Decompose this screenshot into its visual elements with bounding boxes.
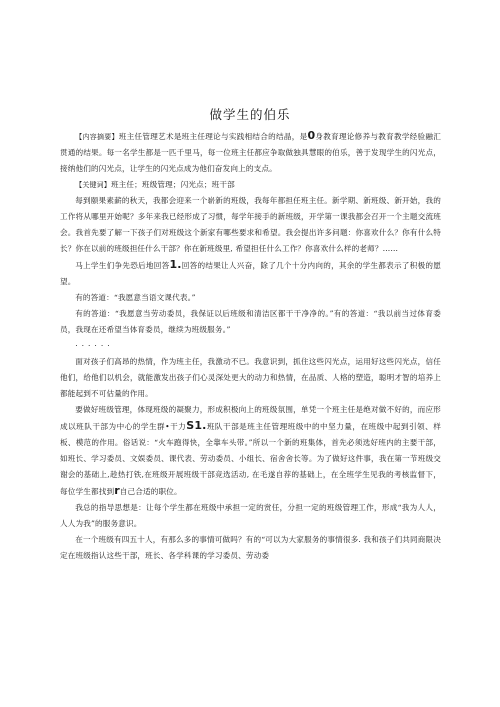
page-title: 做学生的伯乐 (209, 107, 291, 122)
paragraph-6-big: S1. (186, 419, 207, 432)
paragraph-2-big: 1. (169, 258, 182, 271)
ellipsis-line: ······ (75, 341, 114, 350)
document-body (60, 128, 441, 564)
paragraph-2-b: 回答的结果让人兴奋，除了几个十分内向的，其余的学生都表示了积极的愿望。 (60, 261, 441, 286)
abstract-text-b: 身教育理论修养与教育教学经验融汇贯通的结果。每一名学生都是一匹千里马，每一位班主任都应争取做独具慧眼的伯乐，善于发现学生的闪光点，接纳他们的闪光点，让学生的闪光点成为他们奋发向上的支点。 (60, 132, 442, 173)
keywords-paragraph (60, 177, 441, 193)
paragraph-4: 有的答道：“我愿意当劳动委员，我保证以后班级和清洁区都干干净净的。”有的答道：“我以前当过体育委员，我现在还希望当体育委员，继续为班级服务。” (60, 309, 441, 334)
paragraph-5: 面对孩子们高昂的热情，作为班主任，我激动不已。我意识到，抓住这些闪光点，运用好这些闪光点，信任他们，给他们以机会，就能激发出孩子们心灵深处更大的动力和热情，在品质、人格的塑造，聪明才智的培养上都能起到不可估量的作用。 (60, 357, 441, 398)
abstract-big-char: 0 (307, 129, 316, 142)
abstract-text-a: 班主任管理艺术是班主任理论与实践相结合的结晶，是 (118, 132, 308, 141)
paragraph-2-a: 马上学生们争先恐后地回答 (75, 261, 170, 270)
keywords-text: 班主任；班级管理；闪光点；班干部 (110, 180, 235, 189)
abstract-paragraph (60, 128, 441, 177)
paragraph-8: 在一个班级有四五十人，有那么多的事情可做吗？有的“可以为大家服务的事情很多. 我和孩子们共同商限决定在班级指认这些干部，班长、各学科课的学习委员、劳动委 (60, 535, 441, 560)
keywords-tag: 【关键词】 (75, 181, 111, 189)
paragraph-3: 有的答道：“我愿意当语文课代表。” (75, 293, 196, 302)
abstract-tag: 【内容摘要】 (75, 133, 119, 141)
paragraph-6-c: 自己合适的职位。 (119, 487, 182, 496)
paragraph-6-a: 要做好班级管理，体现班级的凝聚力，形成积极向上的班级氛围，单凭一个班主任是绝对做不好的，而应形成以班队干部为中心的学生群•干力 (60, 405, 441, 431)
paragraph-7: 我总的指导思想是：让每个学生都在班级中承担一定的赏任，分担一定的班级管理工作，形成“我为人人，人人为我”的服务意识。 (60, 503, 441, 528)
paragraph-6 (60, 402, 441, 500)
paragraph-6-b: 班队干部是班主任管理班级中的中坚力量，在班级中起到引领、样板、模范的作用。俗话说：“火车跑得快，全靠车头带。”所以一个新的班集体，首先必须选好班内的主要干部，如班长、学习委员、文娱委员、课代表、劳动委员、小组长、宿舍舍长等。为了做好这件事，我在第一节班级交谢会的基础上,趁热打铁,在班级开展班级干部竞选活动, 在毛遂自荐的基础上，在全班学生见我的考核监督下，每位学生都找到 (60, 422, 441, 496)
paragraph-6-big-2: r (114, 484, 120, 497)
paragraph-2 (60, 257, 441, 290)
paragraph-1: 每到颐果素薪的秋天，我都会迎来一个崭新的班级，我每年都担任班主任。新学期、新班级、新开始，我的工作将从哪里开始呢？多年来我已经形成了习惯，每学年接手的新班级，开学第一课我都会召开一个主题交流班会。我首先要了解一下孩子们对班级这个新家有哪些要求和希望。我会提出许多问题：你喜欢什么？你有什么特长？你在以前的班级担任什么干部？你在新班级里, 希望担任什么工作？你喜欢什么样的老师？…… (60, 196, 441, 253)
